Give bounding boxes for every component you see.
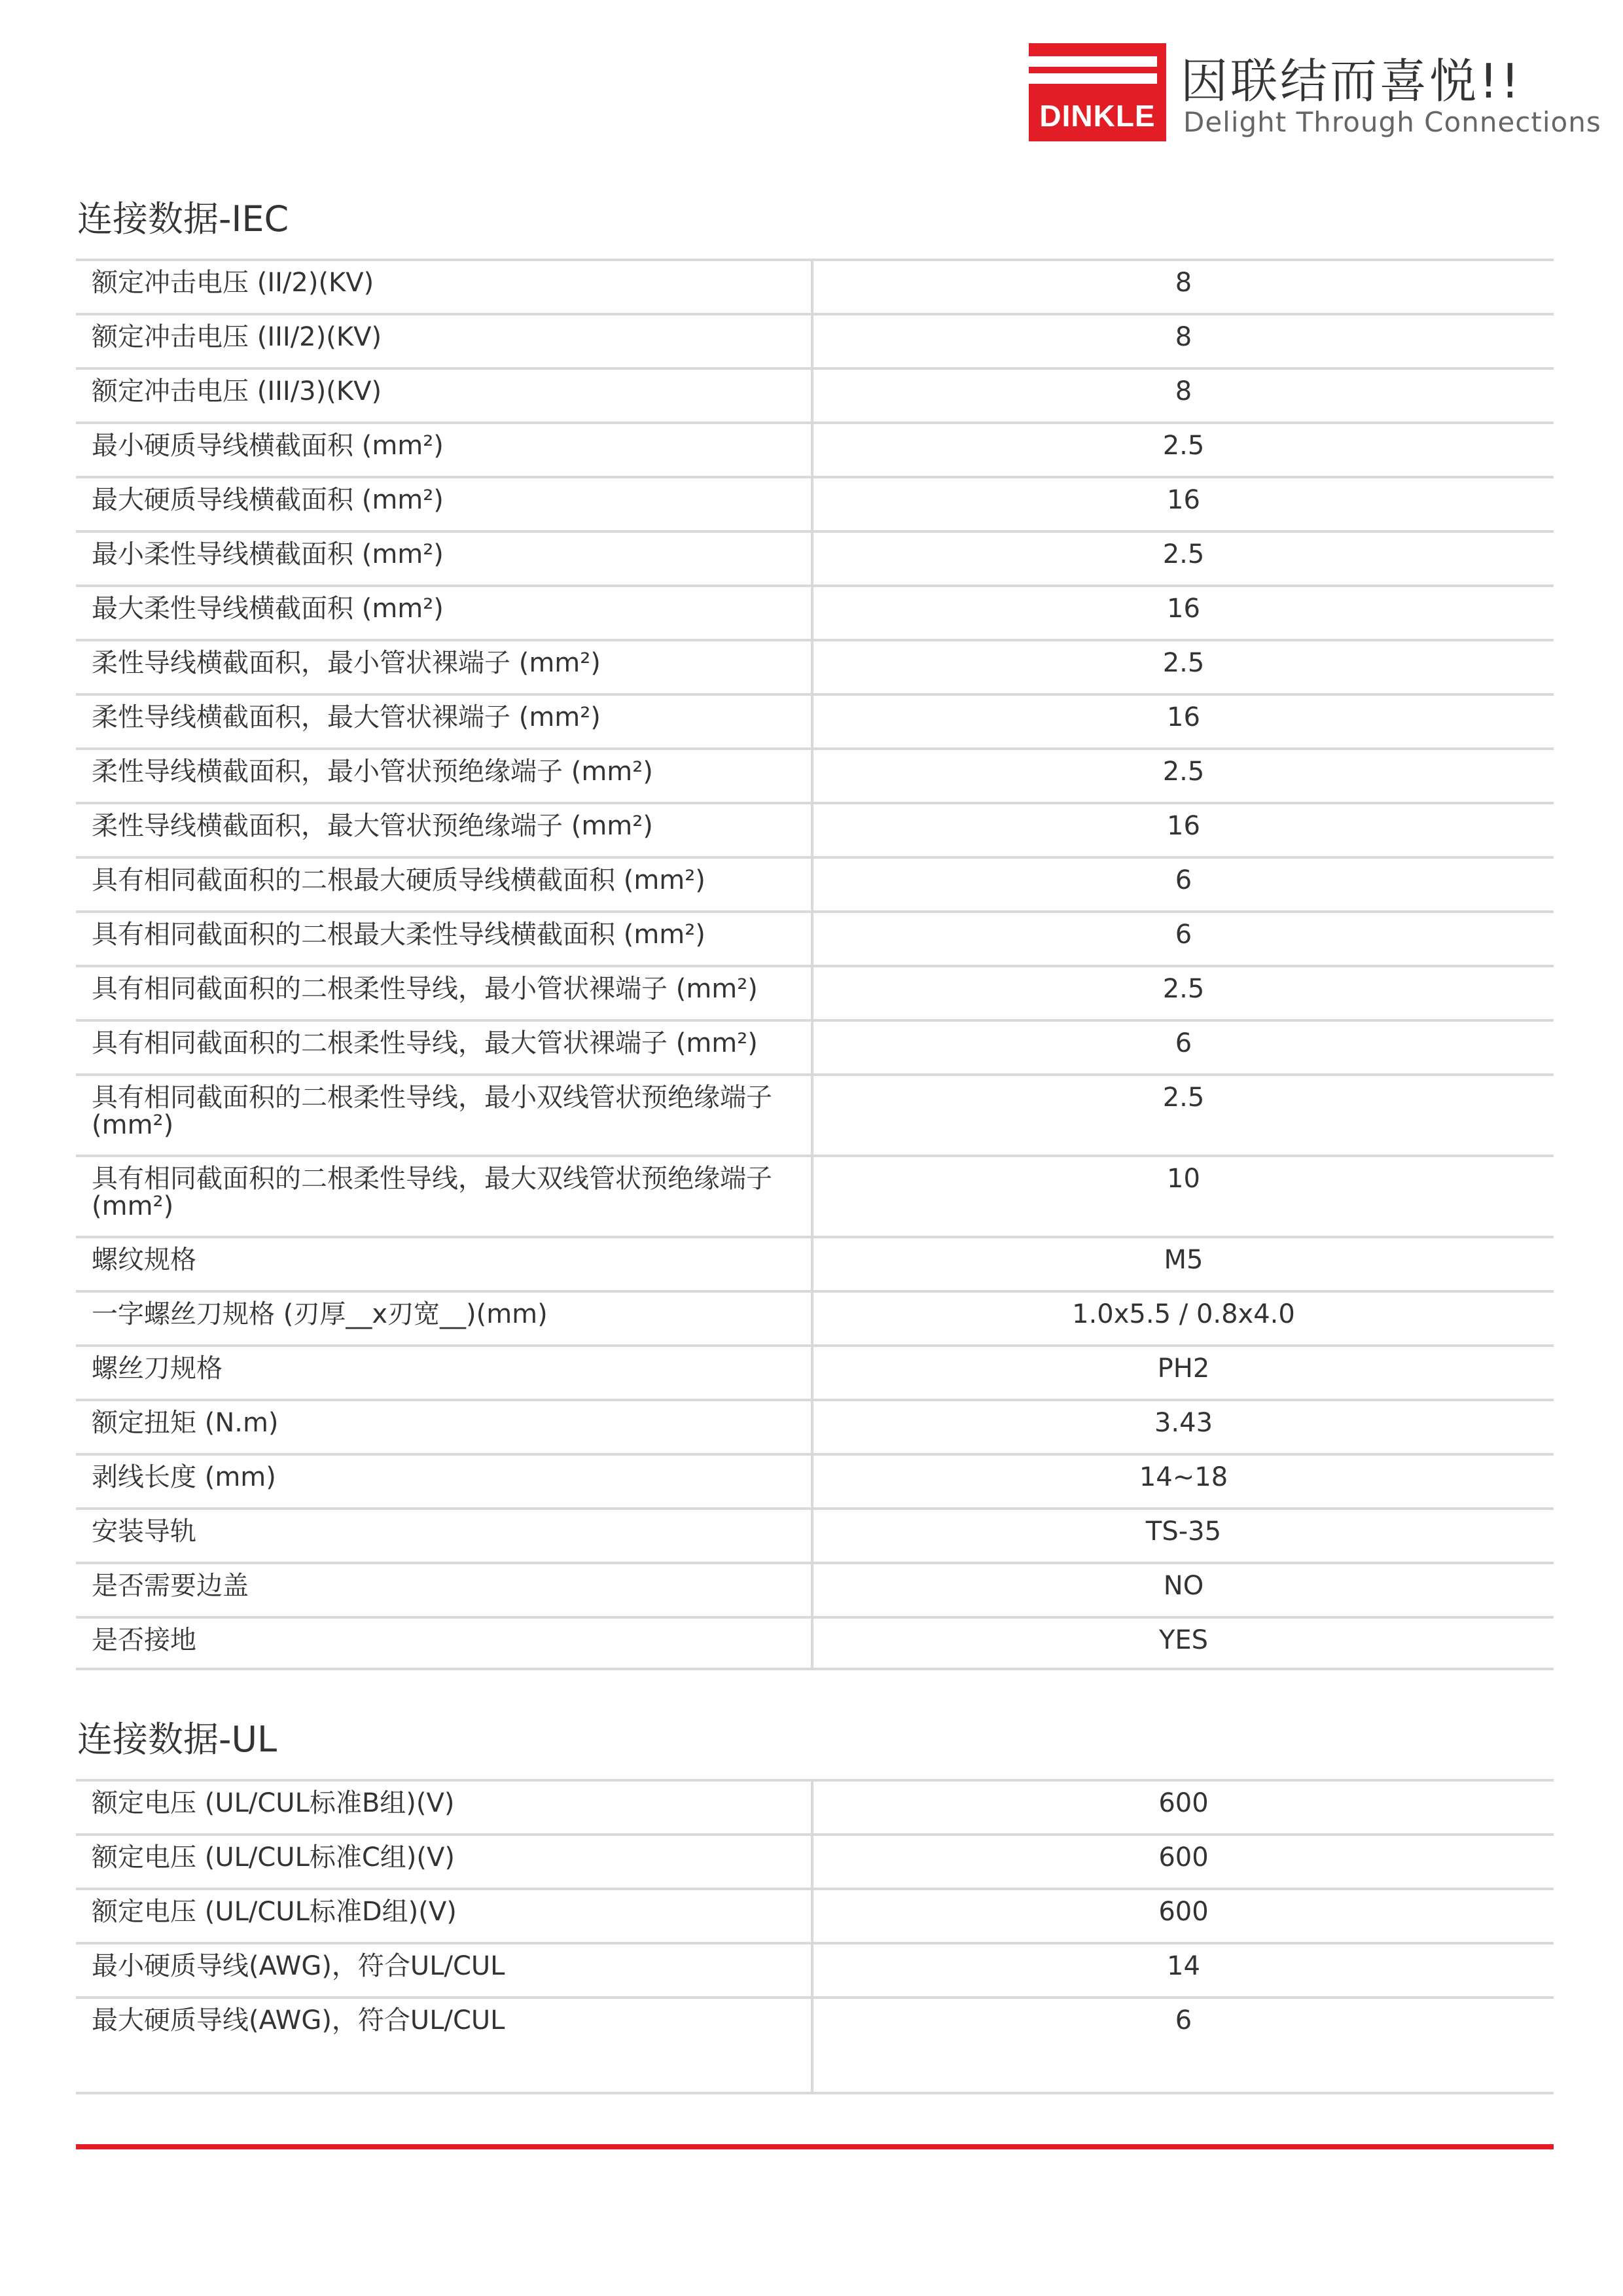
company-logo xyxy=(1029,41,1601,145)
row-value: 2.5 xyxy=(1162,539,1205,569)
table-row xyxy=(76,584,1554,639)
table-row xyxy=(76,1236,1554,1290)
ul-data-table xyxy=(76,1779,1554,2094)
table-row xyxy=(76,367,1554,422)
table-row xyxy=(76,1073,1554,1155)
row-value: 600 xyxy=(1158,1788,1209,1818)
row-value: 2.5 xyxy=(1162,431,1205,461)
row-value: 6 xyxy=(1175,2005,1192,2036)
row-label: 最小硬质导线(AWG)，符合UL/CUL xyxy=(76,1945,813,1996)
table-row xyxy=(76,313,1554,367)
row-value: 600 xyxy=(1158,1842,1209,1873)
table-row xyxy=(76,693,1554,747)
table-row xyxy=(76,910,1554,965)
table-row xyxy=(76,639,1554,693)
table-row xyxy=(76,259,1554,313)
row-value: 2.5 xyxy=(1162,1083,1205,1113)
row-value: 14~18 xyxy=(1139,1462,1228,1492)
row-value: 3.43 xyxy=(1154,1408,1213,1438)
row-label: 最大柔性导线横截面积 (mm²) xyxy=(76,587,813,639)
table-row xyxy=(76,965,1554,1019)
row-label: 额定冲击电压 (III/3)(KV) xyxy=(76,370,813,422)
row-label: 最小柔性导线横截面积 (mm²) xyxy=(76,533,813,584)
row-label: 柔性导线横截面积，最小管状预绝缘端子 (mm²) xyxy=(76,750,813,802)
row-value: 16 xyxy=(1167,485,1200,515)
row-label: 柔性导线横截面积，最大管状裸端子 (mm²) xyxy=(76,696,813,747)
row-label: 是否接地 xyxy=(76,1619,813,1668)
table-row xyxy=(76,1290,1554,1344)
row-label: 最小硬质导线横截面积 (mm²) xyxy=(76,424,813,476)
table-row xyxy=(76,1507,1554,1562)
row-value: 8 xyxy=(1175,268,1192,298)
row-label: 柔性导线横截面积，最大管状预绝缘端子 (mm²) xyxy=(76,804,813,856)
row-label: 安装导轨 xyxy=(76,1510,813,1562)
row-value: 2.5 xyxy=(1162,974,1205,1004)
row-label: 额定电压 (UL/CUL标准D组)(V) xyxy=(76,1890,813,1942)
row-value: TS-35 xyxy=(1145,1516,1222,1547)
table-row xyxy=(76,1779,1554,1833)
table-row xyxy=(76,1155,1554,1236)
row-value: 16 xyxy=(1167,594,1200,624)
ul-section-title: 连接数据-UL xyxy=(77,1719,277,1760)
table-row xyxy=(76,1344,1554,1399)
table-row xyxy=(76,1019,1554,1073)
row-value: 8 xyxy=(1175,322,1192,352)
row-value: 8 xyxy=(1175,376,1192,406)
row-label: 具有相同截面积的二根最大柔性导线横截面积 (mm²) xyxy=(76,913,813,965)
row-label: 柔性导线横截面积，最小管状裸端子 (mm²) xyxy=(76,641,813,693)
table-row xyxy=(76,1453,1554,1507)
row-label: 螺丝刀规格 xyxy=(76,1347,813,1399)
tagline-english: Delight Through Connections xyxy=(1183,106,1601,138)
row-label: 额定电压 (UL/CUL标准B组)(V) xyxy=(76,1782,813,1833)
table-row xyxy=(76,856,1554,910)
row-value: 6 xyxy=(1175,1028,1192,1058)
dinkle-logo-mark xyxy=(1029,43,1166,141)
table-row xyxy=(76,1562,1554,1616)
brand-name: DINKLE xyxy=(1039,99,1156,133)
row-value: 6 xyxy=(1175,865,1192,895)
row-label: 额定电压 (UL/CUL标准C组)(V) xyxy=(76,1836,813,1888)
row-label: 最大硬质导线横截面积 (mm²) xyxy=(76,478,813,530)
table-row xyxy=(76,1616,1554,1670)
row-value: YES xyxy=(1158,1625,1209,1655)
row-value: PH2 xyxy=(1157,1354,1210,1384)
row-value: NO xyxy=(1163,1571,1204,1601)
table-row xyxy=(76,802,1554,856)
row-value: 6 xyxy=(1175,920,1192,950)
row-value: M5 xyxy=(1164,1245,1204,1275)
row-value: 10 xyxy=(1167,1164,1200,1194)
row-value: 16 xyxy=(1167,811,1200,841)
row-value: 14 xyxy=(1167,1951,1200,1981)
row-label: 具有相同截面积的二根柔性导线，最大双线管状预绝缘端子 (mm²) xyxy=(76,1157,813,1236)
row-value: 1.0x5.5 / 0.8x4.0 xyxy=(1072,1299,1295,1329)
row-label: 具有相同截面积的二根最大硬质导线横截面积 (mm²) xyxy=(76,859,813,910)
row-label: 具有相同截面积的二根柔性导线，最小管状裸端子 (mm²) xyxy=(76,967,813,1019)
row-label: 剥线长度 (mm) xyxy=(76,1456,813,1507)
row-value: 600 xyxy=(1158,1897,1209,1927)
row-label: 额定扭矩 (N.m) xyxy=(76,1401,813,1453)
table-row xyxy=(76,1833,1554,1888)
row-label: 一字螺丝刀规格 (刃厚__x刃宽__)(mm) xyxy=(76,1293,813,1344)
table-row xyxy=(76,422,1554,476)
footer-accent-line xyxy=(76,2144,1554,2149)
row-label: 最大硬质导线(AWG)，符合UL/CUL xyxy=(76,1999,813,2092)
table-row xyxy=(76,530,1554,584)
table-row xyxy=(76,1399,1554,1453)
table-row xyxy=(76,1942,1554,1996)
table-row xyxy=(76,1996,1554,2094)
table-row xyxy=(76,747,1554,802)
row-value: 16 xyxy=(1167,702,1200,732)
row-label: 是否需要边盖 xyxy=(76,1564,813,1616)
iec-data-table xyxy=(76,259,1554,1670)
tagline-chinese: 因联结而喜悦!! xyxy=(1181,54,1522,109)
row-label: 具有相同截面积的二根柔性导线，最小双线管状预绝缘端子 (mm²) xyxy=(76,1076,813,1155)
table-row xyxy=(76,476,1554,530)
table-row xyxy=(76,1888,1554,1942)
row-label: 额定冲击电压 (III/2)(KV) xyxy=(76,315,813,367)
row-value: 2.5 xyxy=(1162,757,1205,787)
row-label: 额定冲击电压 (II/2)(KV) xyxy=(76,261,813,313)
row-value: 2.5 xyxy=(1162,648,1205,678)
iec-section-title: 连接数据-IEC xyxy=(77,198,289,240)
row-label: 螺纹规格 xyxy=(76,1238,813,1290)
row-label: 具有相同截面积的二根柔性导线，最大管状裸端子 (mm²) xyxy=(76,1022,813,1073)
